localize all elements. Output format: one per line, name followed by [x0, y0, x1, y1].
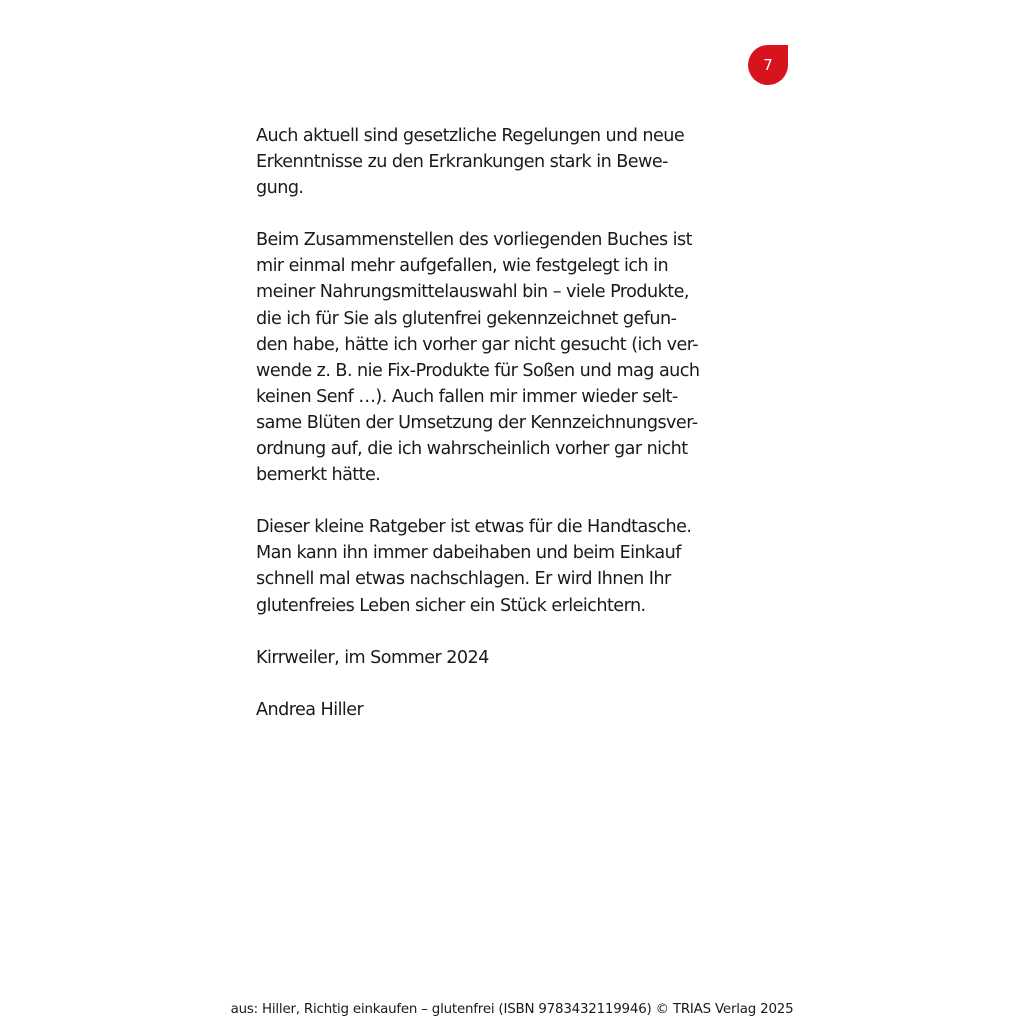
- text-line: bemerkt hätte.: [256, 465, 381, 486]
- text-line: meiner Nahrungsmittelauswahl bin – viele Produkte,: [256, 282, 689, 303]
- text-line: Auch aktuell sind gesetzliche Regelungen und neue: [256, 126, 685, 146]
- text-line: wende z. B. nie Fix-Produkte für Soßen und mag auch: [256, 360, 700, 381]
- text-line: glutenfreies Leben sicher ein Stück erleichtern.: [256, 595, 646, 616]
- body-text: [256, 123, 736, 723]
- text-line: schnell mal etwas nachschlagen. Er wird Ihnen Ihr: [256, 569, 671, 590]
- place-date: Kirrweiler, im Sommer 2024: [256, 647, 489, 668]
- text-line: den habe, hätte ich vorher gar nicht gesucht (ich ver-: [256, 334, 699, 355]
- text-line: die ich für Sie als glutenfrei gekennzeichnet gefun-: [256, 308, 677, 329]
- text-line: ordnung auf, die ich wahrscheinlich vorher gar nicht: [256, 439, 688, 460]
- paragraph-1: [256, 123, 736, 201]
- source-footer: aus: Hiller, Richtig einkaufen – glutenfrei (ISBN 9783432119946) © TRIAS Verlag 2025: [230, 1002, 794, 1017]
- page-number-badge: [748, 45, 788, 85]
- paragraph-3: [256, 514, 736, 618]
- page-number: 7: [763, 56, 773, 74]
- text-line: gung.: [256, 178, 304, 199]
- text-line: Man kann ihn immer dabeihaben und beim Einkauf: [256, 543, 681, 564]
- author-signature: Andrea Hiller: [256, 699, 364, 720]
- text-line: keinen Senf …). Auch fallen mir immer wieder selt-: [256, 386, 678, 407]
- text-line: same Blüten der Umsetzung der Kennzeichnungsver-: [256, 412, 698, 433]
- paragraph-2: [256, 227, 736, 488]
- text-line: Dieser kleine Ratgeber ist etwas für die Handtasche.: [256, 517, 692, 538]
- text-line: Erkenntnisse zu den Erkrankungen stark in Bewe-: [256, 152, 668, 173]
- text-line: Beim Zusammenstellen des vorliegenden Buches ist: [256, 230, 692, 251]
- text-line: mir einmal mehr aufgefallen, wie festgelegt ich in: [256, 256, 669, 277]
